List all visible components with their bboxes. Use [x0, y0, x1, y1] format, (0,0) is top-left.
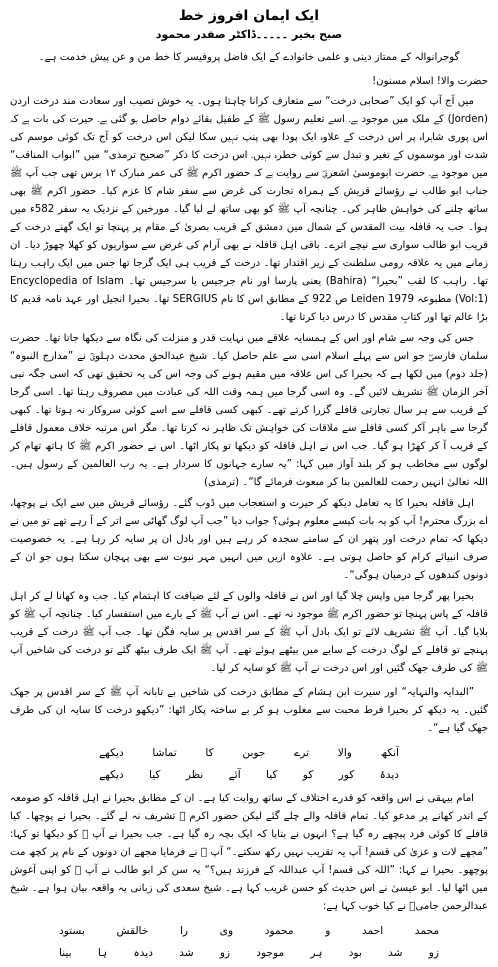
poem-line	[59, 942, 439, 964]
poem-word: دیدۂ	[379, 769, 399, 781]
poem-word: ترے	[294, 747, 310, 759]
poem-word: آئے	[228, 769, 241, 781]
poem-line	[59, 920, 439, 942]
poem-word: شد	[388, 947, 403, 959]
poem-line	[99, 764, 399, 786]
poem-word: والا	[337, 747, 352, 759]
poem-word: نظر	[185, 769, 204, 781]
poem-word: دیکھے	[99, 747, 124, 759]
poem-word: احمد	[361, 925, 384, 937]
poem-word: موجود	[256, 947, 285, 959]
poem-word: ہا	[97, 947, 108, 959]
poem-word: وی	[219, 925, 234, 937]
poem-word: کیا	[148, 769, 161, 781]
poem-word: و	[325, 925, 331, 937]
body-paragraph: جس کی وجہ سے شام اور اس کے ہمسایہ علاقے میں نہایت قدر و منزلت کی نگاہ سے دیکھا جاتا تھا۔ حضرت سلمان فارسیؓ جو اس سے پہلے اسلام اسی سے علم حاصل کیا۔ شیخ عبدالحق محدث دہلویؒ نے ”مدارج النبوہ“ (جلد دوم) میں لکھا ہے کہ بحیرا کی اس علاقہ میں مقیم ہونے کی وجہ اس کی یہ تحقیق تھی کہ اسی جگہ نبی آخر الزمان ﷺ تشریف لائیں گے۔ وہ اسی گرجا میں ہمہ وقت اللہ کی عبادت میں مصروف رہتا تھا۔ اسی گرجا کے قریب سے ہر سال تجارتی قافلے گزرا کرتے تھے۔ کبھی کسی قافلے سے اسے کوئی سروکار نہ ہوتا تھا۔ کبھی گرجا سے باہر آکر کسی قافلے سے ملاقات کی خواہش تک ظاہر نہ کرتا تھا۔ مگر اس مرتبہ خلاف معمول قافلے کے قریب آ کر کھڑا ہو گیا۔ جب اس نے اہل قافلہ کو دیکھا تو پکار اٹھا۔ اس نے حضور اکرم ﷺ کا ہاتھ تھام کر لوگوں سے مخاطب ہو کر بلند آواز میں کہا: ”یہ سارے جہانوں کا سردار ہے۔ یہ رب العالمین کے رسول ہیں۔ اللہ تعالیٰ انہیں رحمت للعالمین بنا کر مبعوث فرمائے گا“۔ (ترمذی)	[10, 333, 488, 488]
salutation: حضرت والا! اسلام مسنون!	[372, 76, 488, 87]
article-intro: گوجرانوالہ کے ممتاز دینی و علمی خانوادے کے ایک فاضل پروفیسر کا خط من و عن پیش خدمت ہے۔	[38, 52, 460, 63]
poem-word: دیکھے	[99, 769, 124, 781]
poem-word: بستود	[59, 925, 85, 937]
poem-word: جوبن	[242, 747, 266, 759]
poem-word: آنکھ	[380, 747, 399, 759]
poem-word: دیدہ	[133, 947, 153, 959]
poem-couplet-2	[10, 920, 488, 964]
article-title: ایک ایمان افروز خط	[178, 8, 320, 24]
body-paragraph: اہل قافلہ بحیرا کا یہ تعامل دیکھ کر حیرت و استعجاب میں ڈوب گئے۔ رؤسائے قریش میں سے ایک نے پوچھا، اے بزرگ محترم! آپ کو یہ بات کیسے معلوم ہوئی؟ جواب دیا ”جب آپ لوگ گھاٹی سے اتر کے آ رہے تھے تو میں نے دیکھا کہ تمام درخت اور پتھر ان کے سامنے سجدہ کر رہے ہیں اور بادل ان پر سایہ کر رہا ہے۔ یہ خصوصیت صرف انبیائے کرام کو حاصل ہوتی ہے۔ علاوہ ازیں میں انہیں مہر نبوت سے بھی پہچان سکتا ہوں جو ان کے دونوں کندھوں کے درمیان ہوگی“۔	[10, 498, 488, 581]
poem-word: کور	[338, 769, 355, 781]
poem-line	[99, 742, 399, 764]
poem-word: محمود	[264, 925, 294, 937]
poem-word: تماشا	[152, 747, 177, 759]
poem-word: شد	[179, 947, 194, 959]
poem-word: ہر	[310, 947, 323, 959]
poem-word: محمد	[414, 925, 439, 937]
reference-paragraph: ”البدایہ والنہایہ“ اور سیرت ابن ہشام کے مطابق درخت کی شاخیں بے تابانہ آپ ﷺ کے سر اقدس پر جھک گئیں۔ یہ دیکھ کر بحیرا فرط محبت سے مغلوب ہو کر بے ساختہ پکار اٹھا: ”دیکھو درخت کا سایہ ان کی طرف جھک گیا ہے“۔	[10, 687, 488, 734]
closing-paragraph: امام بیہقی نے اس واقعہ کو قدرے اختلاف کے ساتھ روایت کیا ہے۔ ان کے مطابق بحیرا نے اہل قافلہ کو صومعہ کے اندر کھانے پر مدعو کیا۔ تمام قافلہ والے چلے گئے لیکن حضور اکرم ﷺ تشریف نہ لے گئے۔ بحیرا نے پوچھا۔ کیا قافلے کا کوئی فرد پیچھے رہ گیا ہے؟ انہوں نے بتایا کہ ایک بچہ رہ گیا ہے۔ جب بحیرا نے آپ ﷺ کو دیکھا تو کہا: ”مجھے لات و عزیٰ کی قسم! آپ یہ تقریب نہیں رکھ سکتے۔“ آپ ﷺ نے فرمایا مجھے ان دونوں کے نام پر کچھ مت پوچھو۔ بحیرا نے کہا: ”اللہ کی قسم! آپ عبداللہ کے فرزند ہیں؟“ یہ سن کر ابو طالب نے آپ ﷺ کو اپنی آغوش میں اٹھا لیا۔ ابو عیسیٰ نے اس حدیث کو حسن غریب کہا ہے۔ شیخ سعدی کی زبانی یہ واقعہ بیان ہوا ہے۔ شیخ عبدالرحمن جامیؒ نے کیا خوب کہا ہے:	[10, 793, 488, 912]
poem-word: زو	[428, 947, 439, 959]
poem-word: زو	[219, 947, 231, 959]
poem-word: کو	[302, 769, 314, 781]
poem-word: کا	[205, 747, 214, 759]
poem-word: کیا	[265, 769, 278, 781]
poem-word: خالقش	[116, 925, 149, 937]
poem-word: بینا	[59, 947, 72, 959]
poem-couplet-1	[10, 742, 488, 786]
article-byline: صبح بخیر ۔۔۔۔۔ڈاکٹر صفدر محمود	[155, 28, 343, 41]
poem-word: را	[179, 925, 189, 937]
article-body	[10, 93, 488, 678]
poem-word: بود	[348, 947, 362, 959]
body-paragraph: بحیرا پھر گرجا میں واپس چلا گیا اور اس نے قافلہ والوں کے لئے ضیافت کا اہتمام کیا۔ جب وہ کھانا لے کر اہل قافلہ کے پاس پہنچا تو حضور اکرم ﷺ موجود نہ تھے۔ اس نے آپ ﷺ کے بارے میں استفسار کیا۔ چنانچہ آپ ﷺ کو بلایا گیا۔ آپ ﷺ تشریف لائے تو ایک بادل آپ ﷺ کے سر اقدس پر سایہ فگن تھا۔ جب آپ ﷺ درخت کے قریب پہنچے تو قافلے کے لوگ درخت کے سایے میں بیٹھے ہوئے تھے۔ آپ ﷺ ایک طرف بیٹھ گئے تو درخت کی شاخیں آپ ﷺ کی طرف جھک گئیں اور اس درخت نے آپ ﷺ کو سایہ کر لیا۔	[10, 591, 488, 674]
body-paragraph: میں آج آپ کو ایک ”صحابی درخت“ سے متعارف کرانا چاہتا ہوں۔ یہ خوش نصیب اور سعادت مند درخت اردن (Jorden) کے ملک میں موجود ہے۔ اسے تعلیم رسول ﷺ کے طفیل بقائے دوام حاصل ہو گئی ہے۔ حیرت کی بات ہے کہ اس پوری شاہراہ پر اس درخت کے علاوہ ایک پودا بھی پنپ نہیں سکا لیکن اس درخت کو آج تک کوئی موسم کی شدت اور موسموں کے تغیر و تبدل سے کوئی خطرہ نہیں۔ اس درخت کا ذکر ”صحیح ترمذی“ میں ”ابواب المناقب“ میں موجود ہے۔ حضرت ابوموسیٰ اشعریؓ سے روایت ہے کہ حضور اکرم ﷺ کی عمر مبارک ۱۲ برس تھی جب آپ ﷺ جناب ابو طالب نے رؤسائے قریش کے ہمراہ تجارت کی غرض سے سفر شام کا عزم کیا۔ حضور اکرم ﷺ بھی ساتھ چلنے کی خواہش ظاہر کی۔ چنانچہ آپ ﷺ کو بھی ساتھ لے لیا گیا۔ مورخین کے نزدیک یہ سفر 582ء میں ہوا۔ جب یہ قافلہ بیت المقدس کے شمال میں دمشق کے قریب بصریٰ کے مقام پر پہنچا تو ایک گھنے درخت کے قریب ابو طالب سواری سے نیچے اترے۔ باقی اہل قافلہ نے بھی آرام کی غرض سے سواریوں کو کھلا چھوڑ دیا۔ ان زمانے میں یہ علاقہ رومی سلطنت کے زیر اقتدار تھا۔ درخت کے قریب ہی ایک گرجا تھا جس میں ایک راہب رہتا تھا۔ راہب کا لقب ”بحیرا“ (Bahira) یعنی پارسا اور نام جرجیس یا سرجیس تھا۔ Encyclopedia of Islam (Vol:1) مطبوعہ Leiden 1979 ص 922 کے مطابق اس کا نام SERGIUS تھا۔ بحیرا انجیل اور عہد نامہ قدیم کا بڑا عالم تھا اور کتابِ مقدس کا درس دیا کرتا تھا۔	[10, 96, 489, 323]
